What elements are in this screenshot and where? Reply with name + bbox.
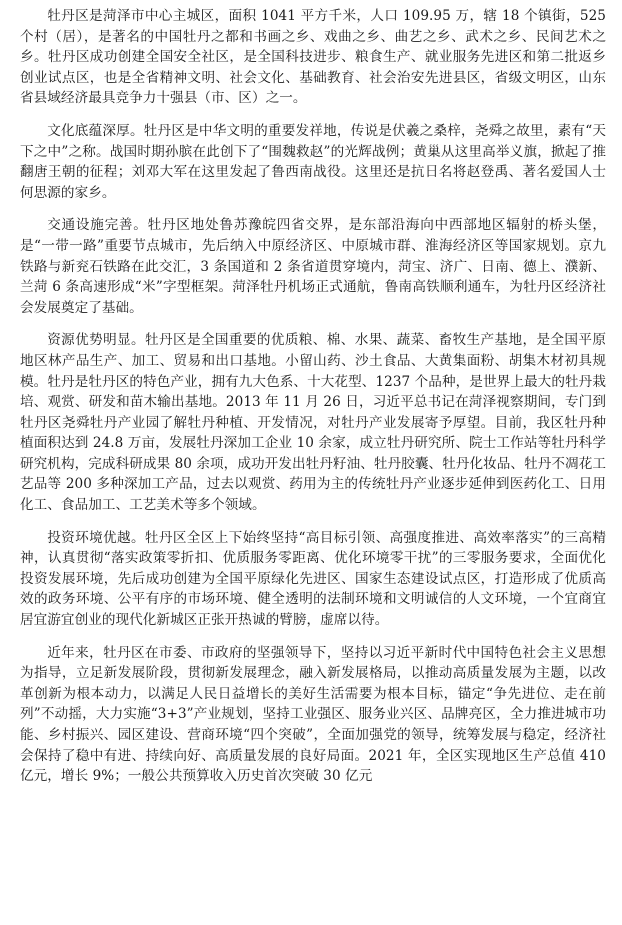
document-body xyxy=(20,6,606,799)
paragraph-recent-years: 近年来，牡丹区在市委、市政府的坚强领导下，坚持以习近平新时代中国特色社会主义思想为指导，立足新发展阶段，贯彻新发展理念，融入新发展格局，以推动高质量发展为主题，以改革创新为根本动力，以满足人民日益增长的美好生活需要为根本目标，锚定“争先进位、走在前列”不动摇，大力实施“3+3”产业规划，坚持工业强区、服务业兴区、品牌亮区，全力推进城市功能、乡村振兴、园区建设、营商环境“四个突破”，全面加强党的领导，统筹发展与稳定，经济社会保持了稳中有进、持续向好、高质量发展的良好局面。2021 年，全区实现地区生产总值 410 亿元，增长 9%；一般公共预算收入历史首次突破 30 亿元 xyxy=(20,644,606,785)
paragraph-transport: 交通设施完善。牡丹区地处鲁苏豫皖四省交界，是东部沿海向中西部地区辐射的桥头堡，是“一带一路”重要节点城市，先后纳入中原经济区、中原城市群、淮海经济区等国家规划。京九铁路与新兖石铁路在此交汇，3 条国道和 2 条省道贯穿境内，菏宝、济广、日南、德上、濮新、兰菏 6 条高速形成“米”字型框架。菏泽牡丹机场正式通航，鲁南高铁顺利通车，为牡丹区经济社会发展奠定了基础。 xyxy=(20,217,606,316)
paragraph-resources: 资源优势明显。牡丹区是全国重要的优质粮、棉、水果、蔬菜、畜牧生产基地，是全国平原地区林产品生产、加工、贸易和出口基地。小留山药、沙土食品、大黄集面粉、胡集木材初具规模。牡丹是牡丹区的特色产业，拥有九大色系、十大花型、1237 个品种，是世界上最大的牡丹栽培、观赏、研发和苗木输出基地。2013 年 11 月 26 日，习近平总书记在菏泽视察期间，专门到牡丹区尧舜牡丹产业园了解牡丹种植、开发情况，对牡丹产业发展寄予厚望。目前，我区牡丹种植面积达到 24.8 万亩，发展牡丹深加工企业 10 余家，成立牡丹研究所、院士工作站等牡丹科学研究机构，完成科研成果 80 余项，成功开发出牡丹籽油、牡丹胶囊、牡丹化妆品、牡丹不凋花工艺品等 200 多种深加工产品，过去以观赏、药用为主的传统牡丹产业逐步延伸到医药化工、日用化工、食品加工、工艺美术等多个领域。 xyxy=(20,332,606,514)
paragraph-overview: 牡丹区是菏泽市中心主城区，面积 1041 平方千米，人口 109.95 万，辖 18 个镇街，525 个村（居），是著名的中国牡丹之都和书画之乡、戏曲之乡、曲艺之乡、武术之乡、民间艺术之乡。牡丹区成功创建全国安全社区，是全国科技进步、粮食生产、就业服务先进区和第二批返乡创业试点区，也是全省精神文明、社会文化、基础教育、社会治安先进县区，省级文明区，山东省县域经济最具竞争力十强县（市、区）之一。 xyxy=(20,8,606,107)
paragraph-culture: 文化底蕴深厚。牡丹区是中华文明的重要发祥地，传说是伏羲之桑梓，尧舜之故里，素有“天下之中”之称。战国时期孙膑在此创下了“围魏救赵”的光辉战例；黄巢从这里高举义旗，掀起了推翻唐王朝的征程；刘邓大军在这里发起了鲁西南战役。这里还是抗日名将赵登禹、著名爱国人士何思源的家乡。 xyxy=(20,122,606,201)
paragraph-investment: 投资环境优越。牡丹区全区上下始终坚持“高目标引领、高强度推进、高效率落实”的三高精神，认真贯彻“落实政策零折扣、优质服务零距离、优化环境零干扰”的三零服务要求，全面优化投资发展环境，先后成功创建为全国平原绿化先进区、国家生态建设试点区，打造形成了优质高效的政务环境、公平有序的市场环境、健全透明的法制环境和文明诚信的人文环境，一个宜商宜居宜游宜创业的现代化新城区正张开热诚的臂膀，虚席以待。 xyxy=(20,529,606,629)
